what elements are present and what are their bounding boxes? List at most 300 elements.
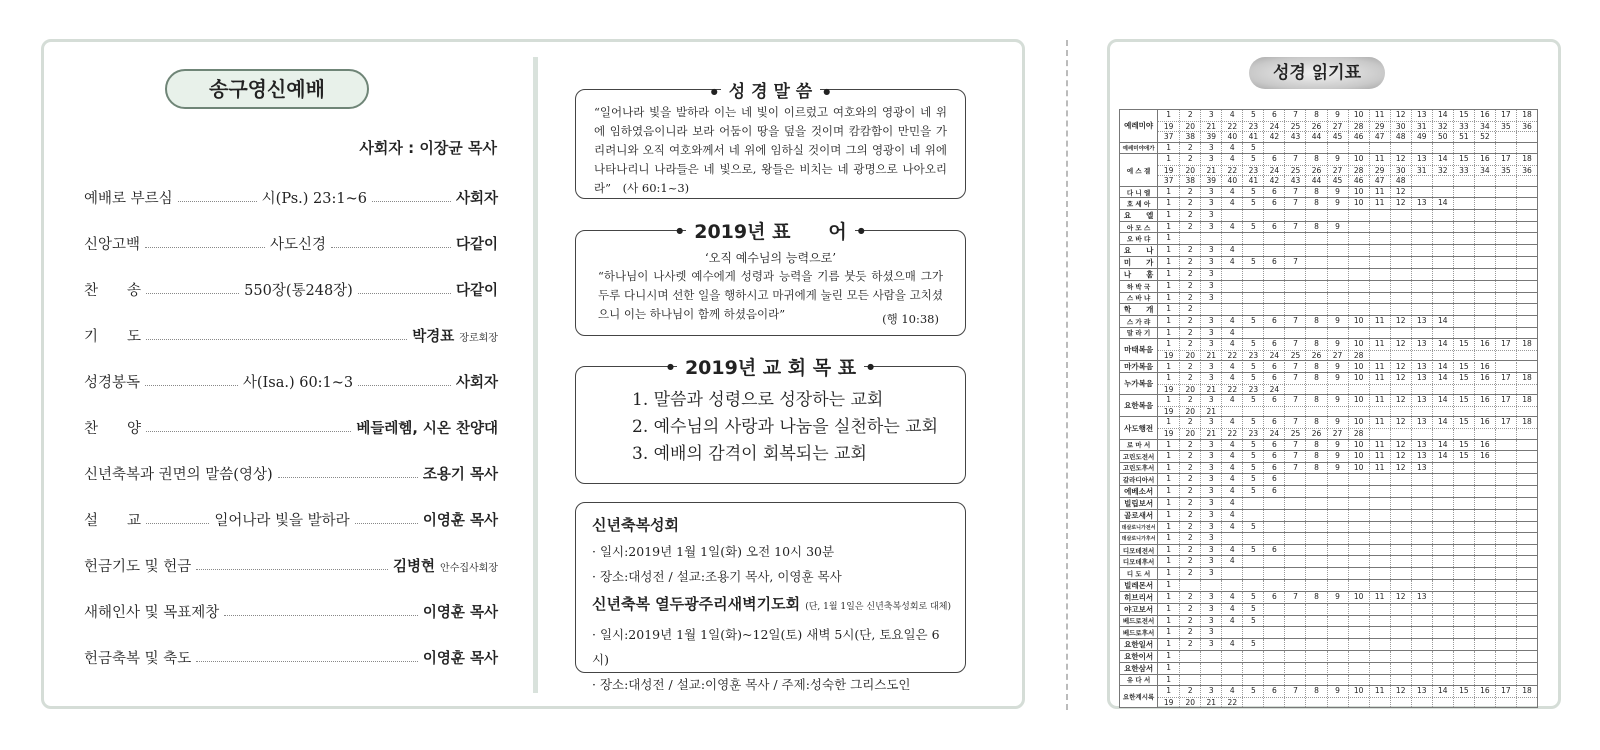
chapter-cell: 16 — [1474, 362, 1495, 373]
chapter-cell: 8 — [1305, 463, 1326, 474]
chapter-cell — [1474, 198, 1495, 209]
chapter-cell — [1348, 233, 1369, 244]
chapter-cell: 46 — [1348, 176, 1369, 186]
chapter-cell: 38 — [1179, 132, 1200, 142]
chapter-cell — [1474, 698, 1495, 708]
chapter-cell — [1411, 429, 1432, 439]
chapter-cell — [1305, 407, 1326, 417]
event-title: 신년축복 열두광주리새벽기도회 — [592, 595, 801, 613]
service-item-leader: 이영훈 목사 — [422, 650, 498, 667]
chapter-cell: 12 — [1390, 451, 1411, 462]
chapter-cell: 33 — [1453, 122, 1474, 132]
chapter-cell — [1411, 143, 1432, 154]
chapter-cell — [1369, 245, 1390, 256]
column-divider — [533, 57, 538, 693]
chapter-cell — [1305, 486, 1326, 497]
chapter-cell: 2 — [1179, 154, 1200, 165]
chapter-cell — [1474, 187, 1495, 198]
chapter-cell — [1495, 245, 1516, 256]
chapter-cell: 1 — [1166, 233, 1172, 243]
chapter-cell: 13 — [1411, 592, 1432, 603]
chapter-cell — [1369, 556, 1390, 567]
chapter-cell — [1516, 663, 1537, 674]
chapter-cell — [1453, 385, 1474, 395]
chapter-cell: 12 — [1390, 187, 1411, 198]
chapter-cell — [1284, 616, 1305, 627]
chapter-cell: 8 — [1305, 686, 1326, 697]
chapter-cell: 18 — [1516, 417, 1537, 428]
chapter-cell: 10 — [1348, 451, 1369, 462]
chapter-cell — [1179, 233, 1200, 244]
book-name: 아 모 스 — [1120, 221, 1158, 233]
chapter-cell: 27 — [1327, 429, 1348, 439]
chapter-cell — [1263, 510, 1284, 521]
chapter-cell — [1495, 132, 1516, 142]
book-name: 스 바 냐 — [1120, 292, 1158, 304]
chapter-cell: 2 — [1179, 592, 1200, 603]
chapter-cell: 12 — [1390, 463, 1411, 474]
chapter-cell: 14 — [1432, 316, 1453, 327]
chapter-cell — [1495, 451, 1516, 462]
service-item — [84, 645, 498, 669]
chapter-cell: 6 — [1263, 339, 1284, 350]
chapter-cell: 17 — [1495, 395, 1516, 406]
chapter-cell — [1263, 281, 1284, 292]
chapter-cell — [1474, 233, 1495, 244]
chapter-cell — [1495, 143, 1516, 154]
chapter-cell — [1263, 698, 1284, 708]
chapter-cell: 13 — [1411, 110, 1432, 121]
chapter-cell: 1 — [1166, 221, 1172, 231]
chapter-cell — [1348, 143, 1369, 154]
chapter-cell: 6 — [1263, 592, 1284, 603]
chapter-cell: 7 — [1284, 362, 1305, 373]
chapter-cell — [1390, 533, 1411, 544]
chapter-cell — [1242, 233, 1263, 244]
chapter-cell — [1474, 486, 1495, 497]
book-name: 디모데전서 — [1120, 544, 1158, 556]
chapter-cell: 1 — [1166, 544, 1172, 554]
chapter-cell: 16 — [1474, 440, 1495, 451]
chapter-cell: 7 — [1284, 451, 1305, 462]
chapter-cell: 11 — [1369, 417, 1390, 428]
chapter-cell: 37 — [1163, 132, 1174, 142]
chapter-cell — [1263, 651, 1284, 662]
chapter-cell: 12 — [1390, 362, 1411, 373]
service-item-name: 헌금기도 및 헌금 — [84, 558, 192, 575]
chapter-cell: 28 — [1348, 429, 1369, 439]
chapter-cell — [1305, 556, 1326, 567]
chapter-cell — [1432, 233, 1453, 244]
chapter-cell: 24 — [1263, 385, 1284, 395]
chapter-cell: 26 — [1305, 122, 1326, 132]
chapter-cell — [1516, 440, 1537, 451]
chapter-cell — [1263, 533, 1284, 544]
chapter-cell: 6 — [1263, 110, 1284, 121]
chapter-cell: 3 — [1200, 210, 1221, 221]
chapter-cell: 6 — [1263, 362, 1284, 373]
chapter-cell — [1432, 498, 1453, 509]
chapter-cell — [1516, 556, 1537, 567]
chapter-cell: 3 — [1200, 395, 1221, 406]
chapter-cell: 10 — [1348, 187, 1369, 198]
service-item-detail: 사(Isa.) 60:1~3 — [242, 374, 354, 391]
chapter-cell — [1327, 510, 1348, 521]
chapter-cell — [1348, 533, 1369, 544]
chapter-cell — [1474, 580, 1495, 591]
chapter-cell: 26 — [1305, 429, 1326, 439]
chapter-cell: 3 — [1200, 293, 1221, 304]
reading-plan-title: 성경 읽기표 — [1249, 57, 1385, 89]
book-name: 빌립보서 — [1120, 497, 1158, 509]
chapter-cell: 21 — [1200, 385, 1221, 395]
chapter-cell: 14 — [1432, 440, 1453, 451]
chapter-cell — [1495, 663, 1516, 674]
chapter-cell: 2 — [1179, 474, 1200, 485]
chapter-cell — [1305, 639, 1326, 650]
chapter-cell — [1453, 698, 1474, 708]
chapter-cell — [1516, 245, 1537, 256]
chapter-cell — [1495, 351, 1516, 361]
chapter-cell — [1179, 675, 1200, 686]
chapter-cell: 11 — [1369, 154, 1390, 165]
chapter-cell — [1516, 269, 1537, 280]
goals-box — [575, 366, 966, 484]
chapter-cell: 2 — [1179, 545, 1200, 556]
chapter-cell — [1453, 568, 1474, 579]
book-name: 나 훔 — [1120, 269, 1158, 281]
chapter-cell: 7 — [1284, 198, 1305, 209]
chapter-cell: 9 — [1327, 316, 1348, 327]
chapter-cell: 20 — [1179, 429, 1200, 439]
chapter-cell — [1495, 222, 1516, 233]
chapter-cell — [1432, 245, 1453, 256]
chapter-cell — [1411, 385, 1432, 395]
chapter-cell: 5 — [1242, 187, 1263, 198]
chapter-cell — [1348, 545, 1369, 556]
chapter-cell: 32 — [1432, 122, 1453, 132]
chapter-cell: 43 — [1284, 132, 1305, 142]
chapter-cell — [1242, 407, 1263, 417]
chapter-cell — [1516, 316, 1537, 327]
chapter-cell — [1305, 385, 1326, 395]
chapter-cell — [1516, 176, 1537, 186]
chapter-cell: 5 — [1242, 417, 1263, 428]
chapter-cell: 20 — [1179, 407, 1200, 417]
chapter-cell: 9 — [1327, 395, 1348, 406]
chapter-cell — [1305, 210, 1326, 221]
chapter-cell: 25 — [1284, 351, 1305, 361]
chapter-cell — [1369, 351, 1390, 361]
chapter-cell — [1453, 663, 1474, 674]
chapter-cell: 19 — [1163, 350, 1174, 360]
chapter-cell — [1411, 293, 1432, 304]
chapter-cell: 31 — [1411, 122, 1432, 132]
leader-dots — [278, 477, 418, 478]
chapter-cell: 3 — [1200, 257, 1221, 268]
chapter-cell: 9 — [1327, 154, 1348, 165]
chapter-cell — [1516, 451, 1537, 462]
service-item-detail: 시(Ps.) 23:1~6 — [261, 190, 367, 207]
chapter-cell — [1411, 580, 1432, 591]
reading-row — [1120, 509, 1538, 521]
chapter-cell: 3 — [1200, 686, 1221, 697]
chapter-cell — [1390, 222, 1411, 233]
chapter-cell — [1369, 407, 1390, 417]
book-name: 야고보서 — [1120, 603, 1158, 615]
chapter-cell — [1284, 510, 1305, 521]
chapter-cell — [1327, 568, 1348, 579]
chapter-cell: 26 — [1305, 166, 1326, 176]
chapter-cell — [1284, 210, 1305, 221]
chapter-cell — [1348, 663, 1369, 674]
chapter-cell: 5 — [1242, 522, 1263, 533]
chapter-cell — [1495, 187, 1516, 198]
book-name: 스 가 랴 — [1120, 316, 1158, 328]
event-time: · 일시:2019년 1월 1일(화) 오전 10시 30분 — [592, 544, 835, 559]
chapter-cell — [1495, 498, 1516, 509]
chapter-cell: 4 — [1221, 451, 1242, 462]
chapter-cell: 13 — [1411, 463, 1432, 474]
leader-dots — [146, 523, 209, 524]
chapter-cell — [1411, 351, 1432, 361]
service-item-detail: 사도신경 — [269, 236, 327, 253]
chapter-cell: 4 — [1221, 395, 1242, 406]
chapter-cell: 4 — [1221, 486, 1242, 497]
chapter-cell — [1432, 304, 1453, 315]
chapter-cell: 1 — [1166, 316, 1172, 326]
chapter-cell: 12 — [1390, 686, 1411, 697]
service-item-name: 신앙고백 — [84, 236, 141, 253]
chapter-cell: 10 — [1348, 198, 1369, 209]
chapter-cell: 41 — [1242, 132, 1263, 142]
chapter-cell — [1390, 269, 1411, 280]
chapter-cell — [1221, 407, 1242, 417]
chapter-cell — [1348, 245, 1369, 256]
chapter-cell: 34 — [1474, 122, 1495, 132]
chapter-cell: 13 — [1411, 440, 1432, 451]
chapter-cell: 7 — [1284, 592, 1305, 603]
leader-dots — [358, 385, 451, 386]
chapter-cell — [1453, 616, 1474, 627]
chapter-cell — [1411, 568, 1432, 579]
chapter-cell: 12 — [1390, 373, 1411, 384]
book-name: 데살로니가전서 — [1120, 521, 1158, 533]
chapter-cell — [1453, 351, 1474, 361]
chapter-cell: 2 — [1179, 210, 1200, 221]
reading-row — [1120, 591, 1538, 603]
chapter-cell — [1263, 498, 1284, 509]
chapter-cell — [1327, 328, 1348, 339]
chapter-cell: 2 — [1179, 568, 1200, 579]
chapter-cell: 1 — [1166, 579, 1172, 589]
chapter-cell: 3 — [1200, 451, 1221, 462]
chapter-cell: 31 — [1411, 166, 1432, 176]
chapter-cell: 11 — [1369, 592, 1390, 603]
leader-dots — [145, 385, 238, 386]
chapter-cell — [1348, 293, 1369, 304]
reading-row — [1120, 533, 1538, 545]
chapter-cell: 4 — [1221, 604, 1242, 615]
chapter-cell — [1432, 385, 1453, 395]
chapter-cell — [1432, 675, 1453, 686]
chapter-cell — [1432, 176, 1453, 186]
chapter-cell — [1284, 385, 1305, 395]
chapter-cell — [1305, 663, 1326, 674]
chapter-cell: 4 — [1221, 463, 1242, 474]
book-name: 마가복음 — [1120, 361, 1158, 373]
chapter-cell — [1474, 627, 1495, 638]
chapter-cell — [1242, 663, 1263, 674]
chapter-cell: 1 — [1166, 304, 1172, 314]
chapter-cell — [1305, 474, 1326, 485]
chapter-cell: 10 — [1348, 316, 1369, 327]
book-name: 학 개 — [1120, 304, 1158, 316]
chapter-cell — [1348, 385, 1369, 395]
chapter-cell: 28 — [1348, 166, 1369, 176]
chapter-cell — [1516, 257, 1537, 268]
chapter-cell — [1327, 651, 1348, 662]
chapter-cell — [1474, 316, 1495, 327]
chapter-cell: 3 — [1200, 373, 1221, 384]
service-item-name: 신년축복과 권면의 말씀(영상) — [84, 466, 273, 483]
chapter-cell — [1474, 351, 1495, 361]
chapter-cell: 2 — [1179, 257, 1200, 268]
chapter-cell: 16 — [1474, 154, 1495, 165]
service-item-name: 설 교 — [84, 512, 142, 529]
chapter-cell: 1 — [1166, 485, 1172, 495]
chapter-cell: 3 — [1200, 269, 1221, 280]
chapter-cell: 14 — [1432, 451, 1453, 462]
chapter-cell: 37 — [1163, 176, 1174, 186]
chapter-cell — [1305, 545, 1326, 556]
chapter-cell — [1369, 533, 1390, 544]
chapter-cell: 5 — [1242, 463, 1263, 474]
chapter-cell: 1 — [1166, 245, 1172, 255]
chapter-cell: 16 — [1474, 395, 1495, 406]
chapter-cell — [1495, 257, 1516, 268]
reading-row — [1120, 686, 1538, 708]
chapter-cell: 2 — [1179, 533, 1200, 544]
chapter-cell: 2 — [1179, 486, 1200, 497]
chapter-cell — [1516, 568, 1537, 579]
chapter-cell: 48 — [1390, 132, 1411, 142]
service-item — [84, 553, 498, 577]
chapter-cell — [1411, 269, 1432, 280]
service-title: 송구영신예배 — [165, 69, 369, 109]
chapter-cell — [1453, 510, 1474, 521]
chapter-cell: 2 — [1179, 616, 1200, 627]
chapter-cell: 11 — [1369, 187, 1390, 198]
reading-row — [1120, 373, 1538, 395]
reading-row — [1120, 615, 1538, 627]
chapter-cell: 6 — [1263, 198, 1284, 209]
chapter-cell — [1242, 328, 1263, 339]
chapter-cell: 3 — [1200, 417, 1221, 428]
chapter-cell — [1327, 627, 1348, 638]
chapter-cell — [1453, 269, 1474, 280]
chapter-cell — [1432, 407, 1453, 417]
chapter-cell — [1516, 304, 1537, 315]
chapter-cell: 3 — [1200, 486, 1221, 497]
reading-row — [1120, 198, 1538, 210]
reading-row — [1120, 327, 1538, 339]
chapter-cell: 20 — [1179, 122, 1200, 132]
leader-role: 안수집사회장 — [440, 562, 498, 574]
chapter-cell: 1 — [1166, 198, 1172, 208]
service-item — [84, 415, 498, 439]
chapter-cell — [1221, 627, 1242, 638]
chapter-cell — [1327, 580, 1348, 591]
chapter-cell: 9 — [1327, 440, 1348, 451]
chapter-cell — [1516, 533, 1537, 544]
chapter-cell — [1390, 143, 1411, 154]
chapter-cell — [1495, 616, 1516, 627]
chapter-cell: 3 — [1200, 222, 1221, 233]
chapter-cell: 7 — [1284, 222, 1305, 233]
chapter-cell — [1221, 233, 1242, 244]
chapter-cell: 35 — [1495, 122, 1516, 132]
leader-dots — [145, 247, 265, 248]
chapter-cell — [1453, 328, 1474, 339]
book-name: 누가복음 — [1120, 373, 1158, 395]
book-name: 예레미야애가 — [1120, 142, 1158, 154]
chapter-cell — [1369, 281, 1390, 292]
chapter-cell — [1242, 510, 1263, 521]
chapter-cell — [1453, 176, 1474, 186]
chapter-cell — [1348, 639, 1369, 650]
chapter-cell — [1348, 304, 1369, 315]
chapter-cell — [1495, 651, 1516, 662]
chapter-cell: 11 — [1369, 440, 1390, 451]
chapter-cell: 42 — [1263, 132, 1284, 142]
book-name: 오 바 댜 — [1120, 233, 1158, 245]
chapter-cell — [1221, 568, 1242, 579]
chapter-cell: 17 — [1495, 686, 1516, 697]
chapter-cell: 6 — [1263, 257, 1284, 268]
chapter-cell — [1411, 616, 1432, 627]
chapter-cell — [1516, 698, 1537, 708]
chapter-cell — [1432, 533, 1453, 544]
chapter-cell: 4 — [1221, 257, 1242, 268]
book-name: 데살로니가후서 — [1120, 533, 1158, 545]
book-name: 에 스 겔 — [1120, 154, 1158, 187]
event-note: (단, 1월 1일은 신년축복성회로 대체) — [805, 602, 951, 612]
chapter-cell — [1242, 281, 1263, 292]
chapter-cell — [1390, 233, 1411, 244]
chapter-cell — [1242, 556, 1263, 567]
chapter-cell: 4 — [1221, 686, 1242, 697]
chapter-cell — [1284, 304, 1305, 315]
scripture-heading: ● 성 경 말 씀 ● — [575, 77, 966, 102]
chapter-cell — [1495, 440, 1516, 451]
reading-row — [1120, 209, 1538, 221]
reading-row — [1120, 462, 1538, 474]
chapter-cell — [1516, 498, 1537, 509]
chapter-cell — [1284, 233, 1305, 244]
chapter-cell: 4 — [1221, 362, 1242, 373]
chapter-cell — [1453, 198, 1474, 209]
chapter-cell: 40 — [1221, 132, 1242, 142]
chapter-cell — [1242, 698, 1263, 708]
service-item-leader: 김병현 안수집사회장 — [392, 558, 498, 575]
chapter-cell: 2 — [1179, 316, 1200, 327]
chapter-cell — [1495, 545, 1516, 556]
chapter-cell — [1474, 522, 1495, 533]
chapter-cell: 6 — [1263, 545, 1284, 556]
chapter-cell — [1453, 592, 1474, 603]
chapter-cell — [1432, 351, 1453, 361]
